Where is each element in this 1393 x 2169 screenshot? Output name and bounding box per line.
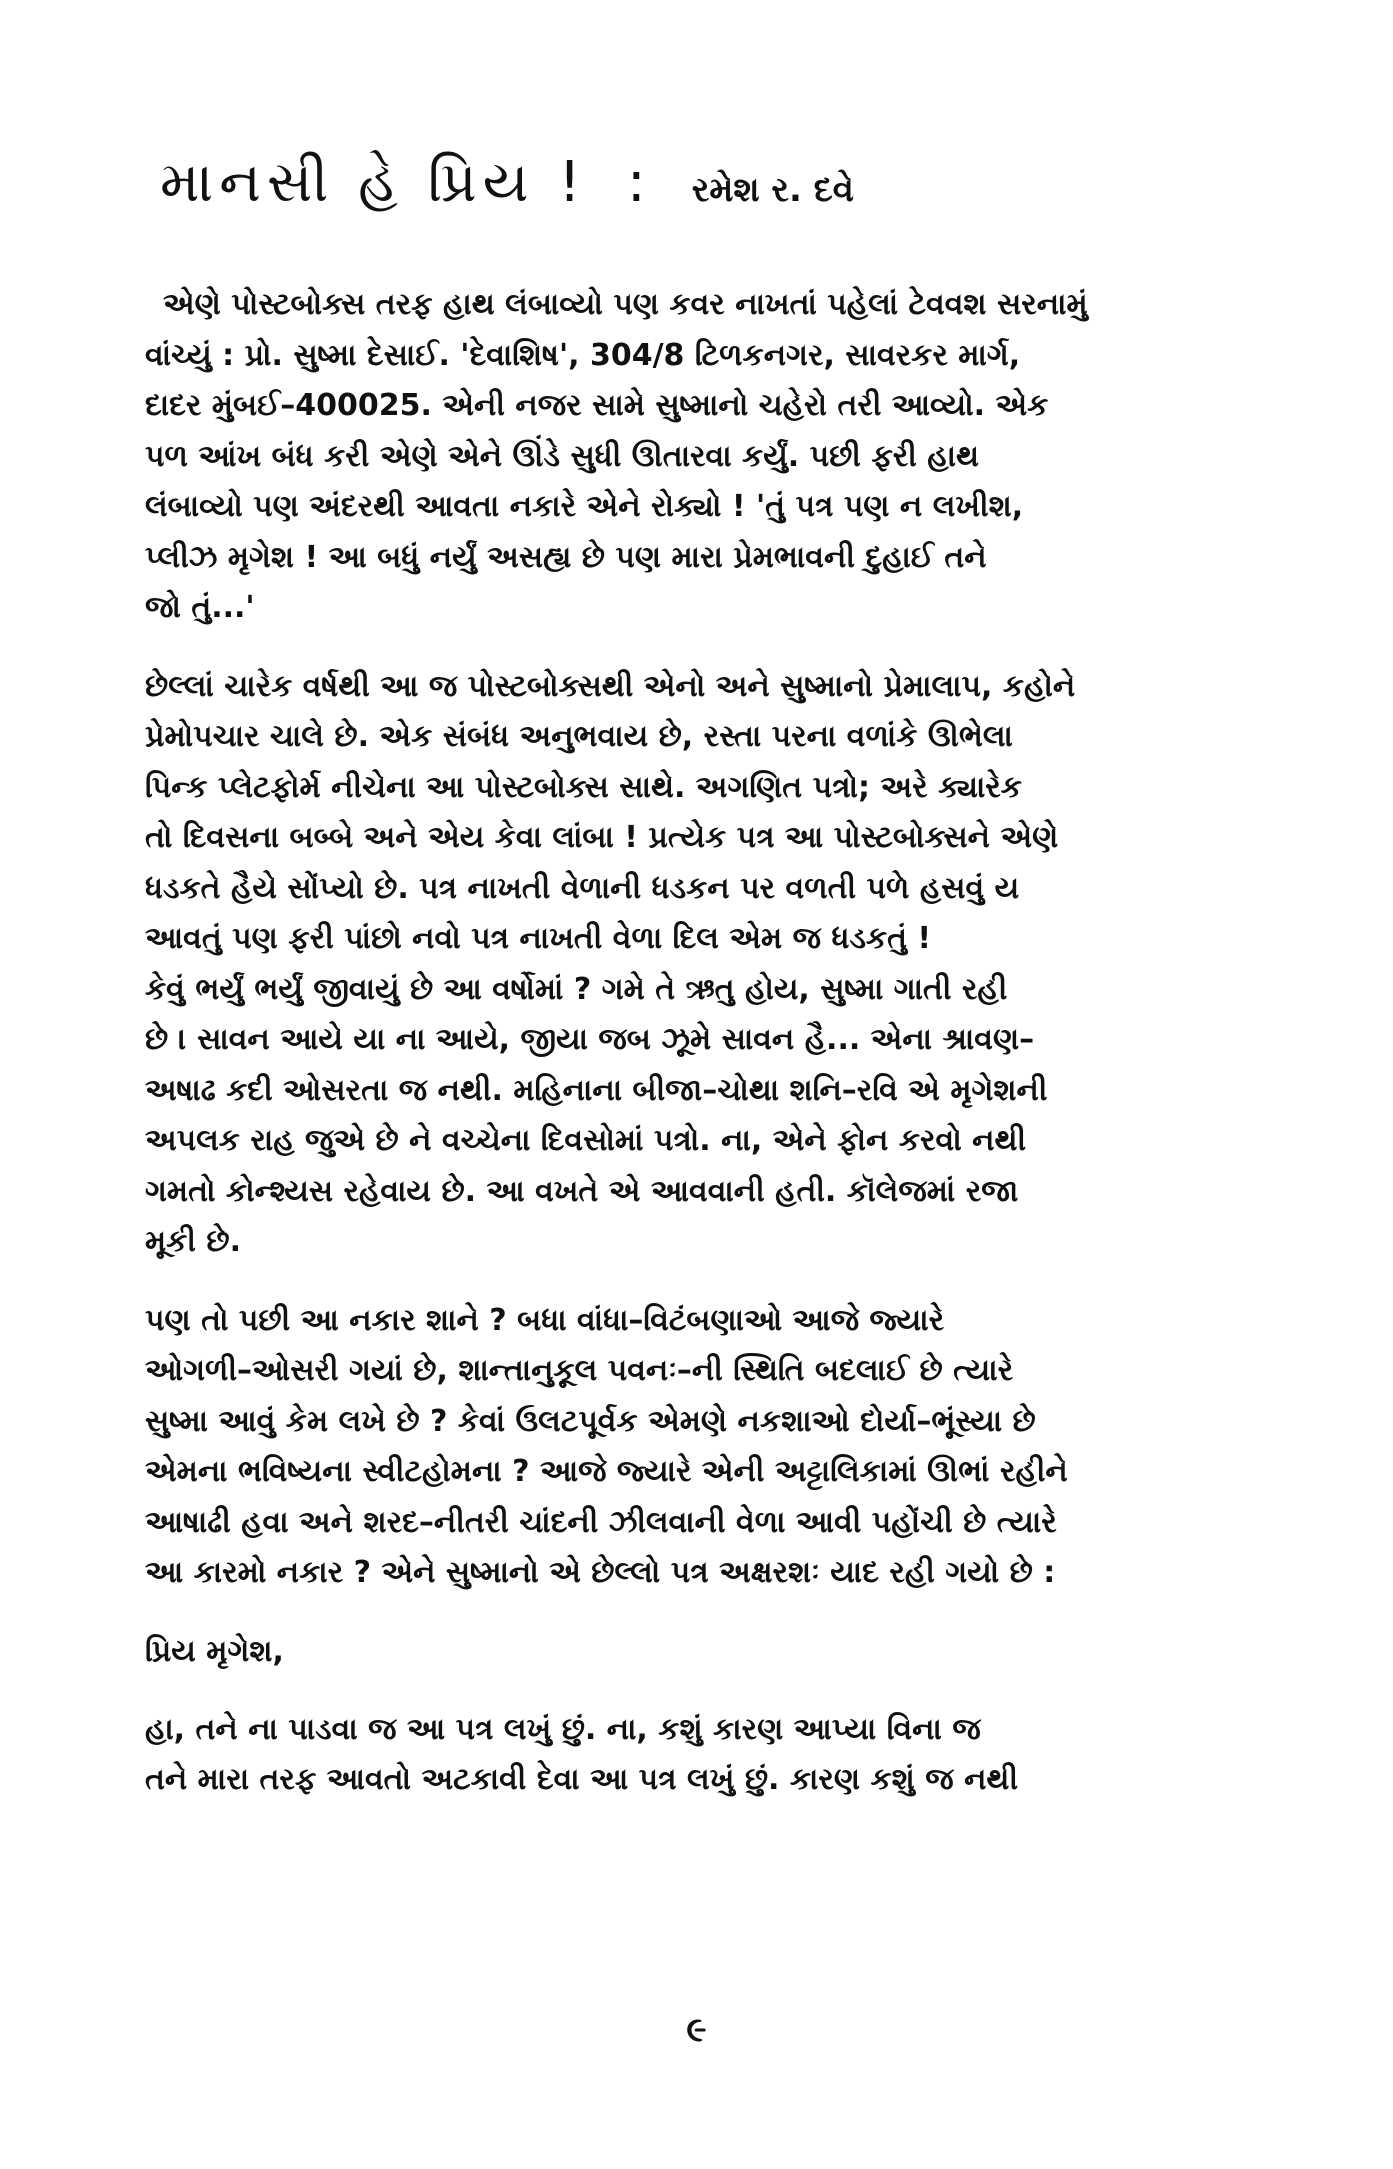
text-line: ઓગળી–ઓસરી ગયાં છે, શાન્તાનુકૂલ પવનઃ–ની સ્થિતિ બદલાઈ છે ત્યારે bbox=[145, 1353, 1014, 1388]
text-line: જો તું...' bbox=[145, 590, 255, 625]
text-line: વાંચ્યું : પ્રો. સુષ્મા દેસાઈ. 'દેવાશિષ', 304/8 ટિળકનગર, સાવરકર માર્ગ, bbox=[145, 337, 1021, 373]
text-line: કેવું ભર્યું ભર્યું જીવાયું છે આ વર્ષોમાં ? ગમે તે ઋતુ હોય, સુષ્મા ગાતી રહી bbox=[145, 971, 1008, 1007]
letter-paragraph bbox=[145, 1705, 1270, 1806]
paragraph-1 bbox=[145, 280, 1270, 634]
author-name: રમેશ ર. દવે bbox=[691, 170, 854, 210]
text-line: એમના ભવિષ્યના સ્વીટહોમના ? આજે જ્યારે એની અટ્ટાલિકામાં ઊભાં રહીને bbox=[145, 1454, 1068, 1489]
text-line: આવતું પણ ફરી પાંછો નવો પત્ર નાખતી વેળા દિલ એમ જ ધડકતું ! bbox=[145, 921, 932, 956]
text-line: હા, તને ના પાડવા જ આ પત્ર લખું છું. ના, કશું કારણ આપ્યા વિના જ bbox=[145, 1711, 981, 1747]
text-line: પણ તો પછી આ નકાર શાને ? બધા વાંધા–વિટંબણાઓ આજે જ્યારે bbox=[145, 1302, 945, 1338]
paragraph-2 bbox=[145, 662, 1270, 1268]
text-line: પ્રેમોપચાર ચાલે છે. એક સંબંધ અનુભવાય છે, રસ્તા પરના વળાંકે ઊભેલા bbox=[145, 719, 1013, 754]
text-line: ધડકતે હૈયે સોંપ્યો છે. પત્ર નાખતી વેળાની ધડકન પર વળતી પળે હસવું ય bbox=[145, 870, 1020, 906]
text-line: ગમતો કોન્શ્યસ રહેવાય છે. આ વખતે એ આવવાની હતી. કૉલેજમાં રજા bbox=[145, 1173, 1019, 1209]
paragraph-3 bbox=[145, 1296, 1270, 1599]
story-title: માનસી હે પ્રિય ! bbox=[160, 150, 587, 215]
letter-salutation: પ્રિય મૃગેશ, bbox=[145, 1633, 284, 1669]
text-line: અષાઢ કદી ઓસરતા જ નથી. મહિનાના બીજા–ચોથા શનિ–રવિ એ મૃગેશની bbox=[145, 1072, 1048, 1108]
text-line: મૂકી છે. bbox=[145, 1224, 241, 1259]
story-heading bbox=[160, 150, 1260, 216]
text-line: સુષ્મા આવું કેમ લખે છે ? કેવાં ઉલટપૂર્વક એમણે નકશાઓ દોર્યા–ભૂંસ્યા છે bbox=[145, 1403, 1036, 1439]
text-line: લંબાવ્યો પણ અંદરથી આવતા નકારે એને રોક્યો ! 'તું પત્ર પણ ન લખીશ, bbox=[145, 489, 1024, 524]
story-body bbox=[145, 280, 1270, 1834]
text-line: અપલક રાહ જુએ છે ને વચ્ચેના દિવસોમાં પત્રો. ના, એને ફોન કરવો નથી bbox=[145, 1123, 1027, 1158]
text-line: પિન્ક પ્લેટફોર્મ નીચેના આ પોસ્ટબોક્સ સાથે. અગણિત પત્રો; અરે ક્યારેક bbox=[145, 769, 1022, 805]
page-number: ૯ bbox=[686, 2010, 707, 2050]
text-line: પ્લીઝ મૃગેશ ! આ બધું નર્યું અસહ્ય છે પણ મારા પ્રેમભાવની દુહાઈ તને bbox=[145, 539, 987, 575]
text-line: આ કારમો નકાર ? એને સુષ્માનો એ છેલ્લો પત્ર અક્ષરશઃ યાદ રહી ગયો છે : bbox=[145, 1555, 1056, 1590]
text-line: છે । સાવન આયે યા ના આયે, જીયા જબ ઝૂમે સાવન હૈ... એના શ્રાવણ– bbox=[145, 1022, 1035, 1057]
text-line: તો દિવસના બબ્બે અને એય કેવા લાંબા ! પ્રત્યેક પત્ર આ પોસ્ટબોક્સને એણે bbox=[145, 820, 1059, 855]
text-line: આષાઢી હવા અને શરદ–નીતરી ચાંદની ઝીલવાની વેળા આવી પહોંચી છે ત્યારે bbox=[145, 1504, 1057, 1540]
text-line: પળ આંખ બંધ કરી એણે એને ઊંડે સુધી ઊતારવા કર્યું. પછી ફરી હાથ bbox=[145, 438, 979, 474]
text-line: છેલ્લાં ચારેક વર્ષથી આ જ પોસ્ટબોક્સથી એનો અને સુષ્માનો પ્રેમાલાપ, કહોને bbox=[145, 668, 1076, 704]
title-separator: : bbox=[626, 150, 652, 215]
text-line: દાદર મુંબઈ–400025. એની નજર સામે સુષ્માનો ચહેરો તરી આવ્યો. એક bbox=[145, 388, 1049, 423]
text-line: તને મારા તરફ આવતો અટકાવી દેવા આ પત્ર લખું છું. કારણ કશું જ નથી bbox=[145, 1762, 1019, 1797]
text-line: એણે પોસ્ટબોક્સ તરફ હાથ લંબાવ્યો પણ કવર નાખતાં પહેલાં ટેવવશ સરનામું bbox=[163, 287, 1088, 322]
